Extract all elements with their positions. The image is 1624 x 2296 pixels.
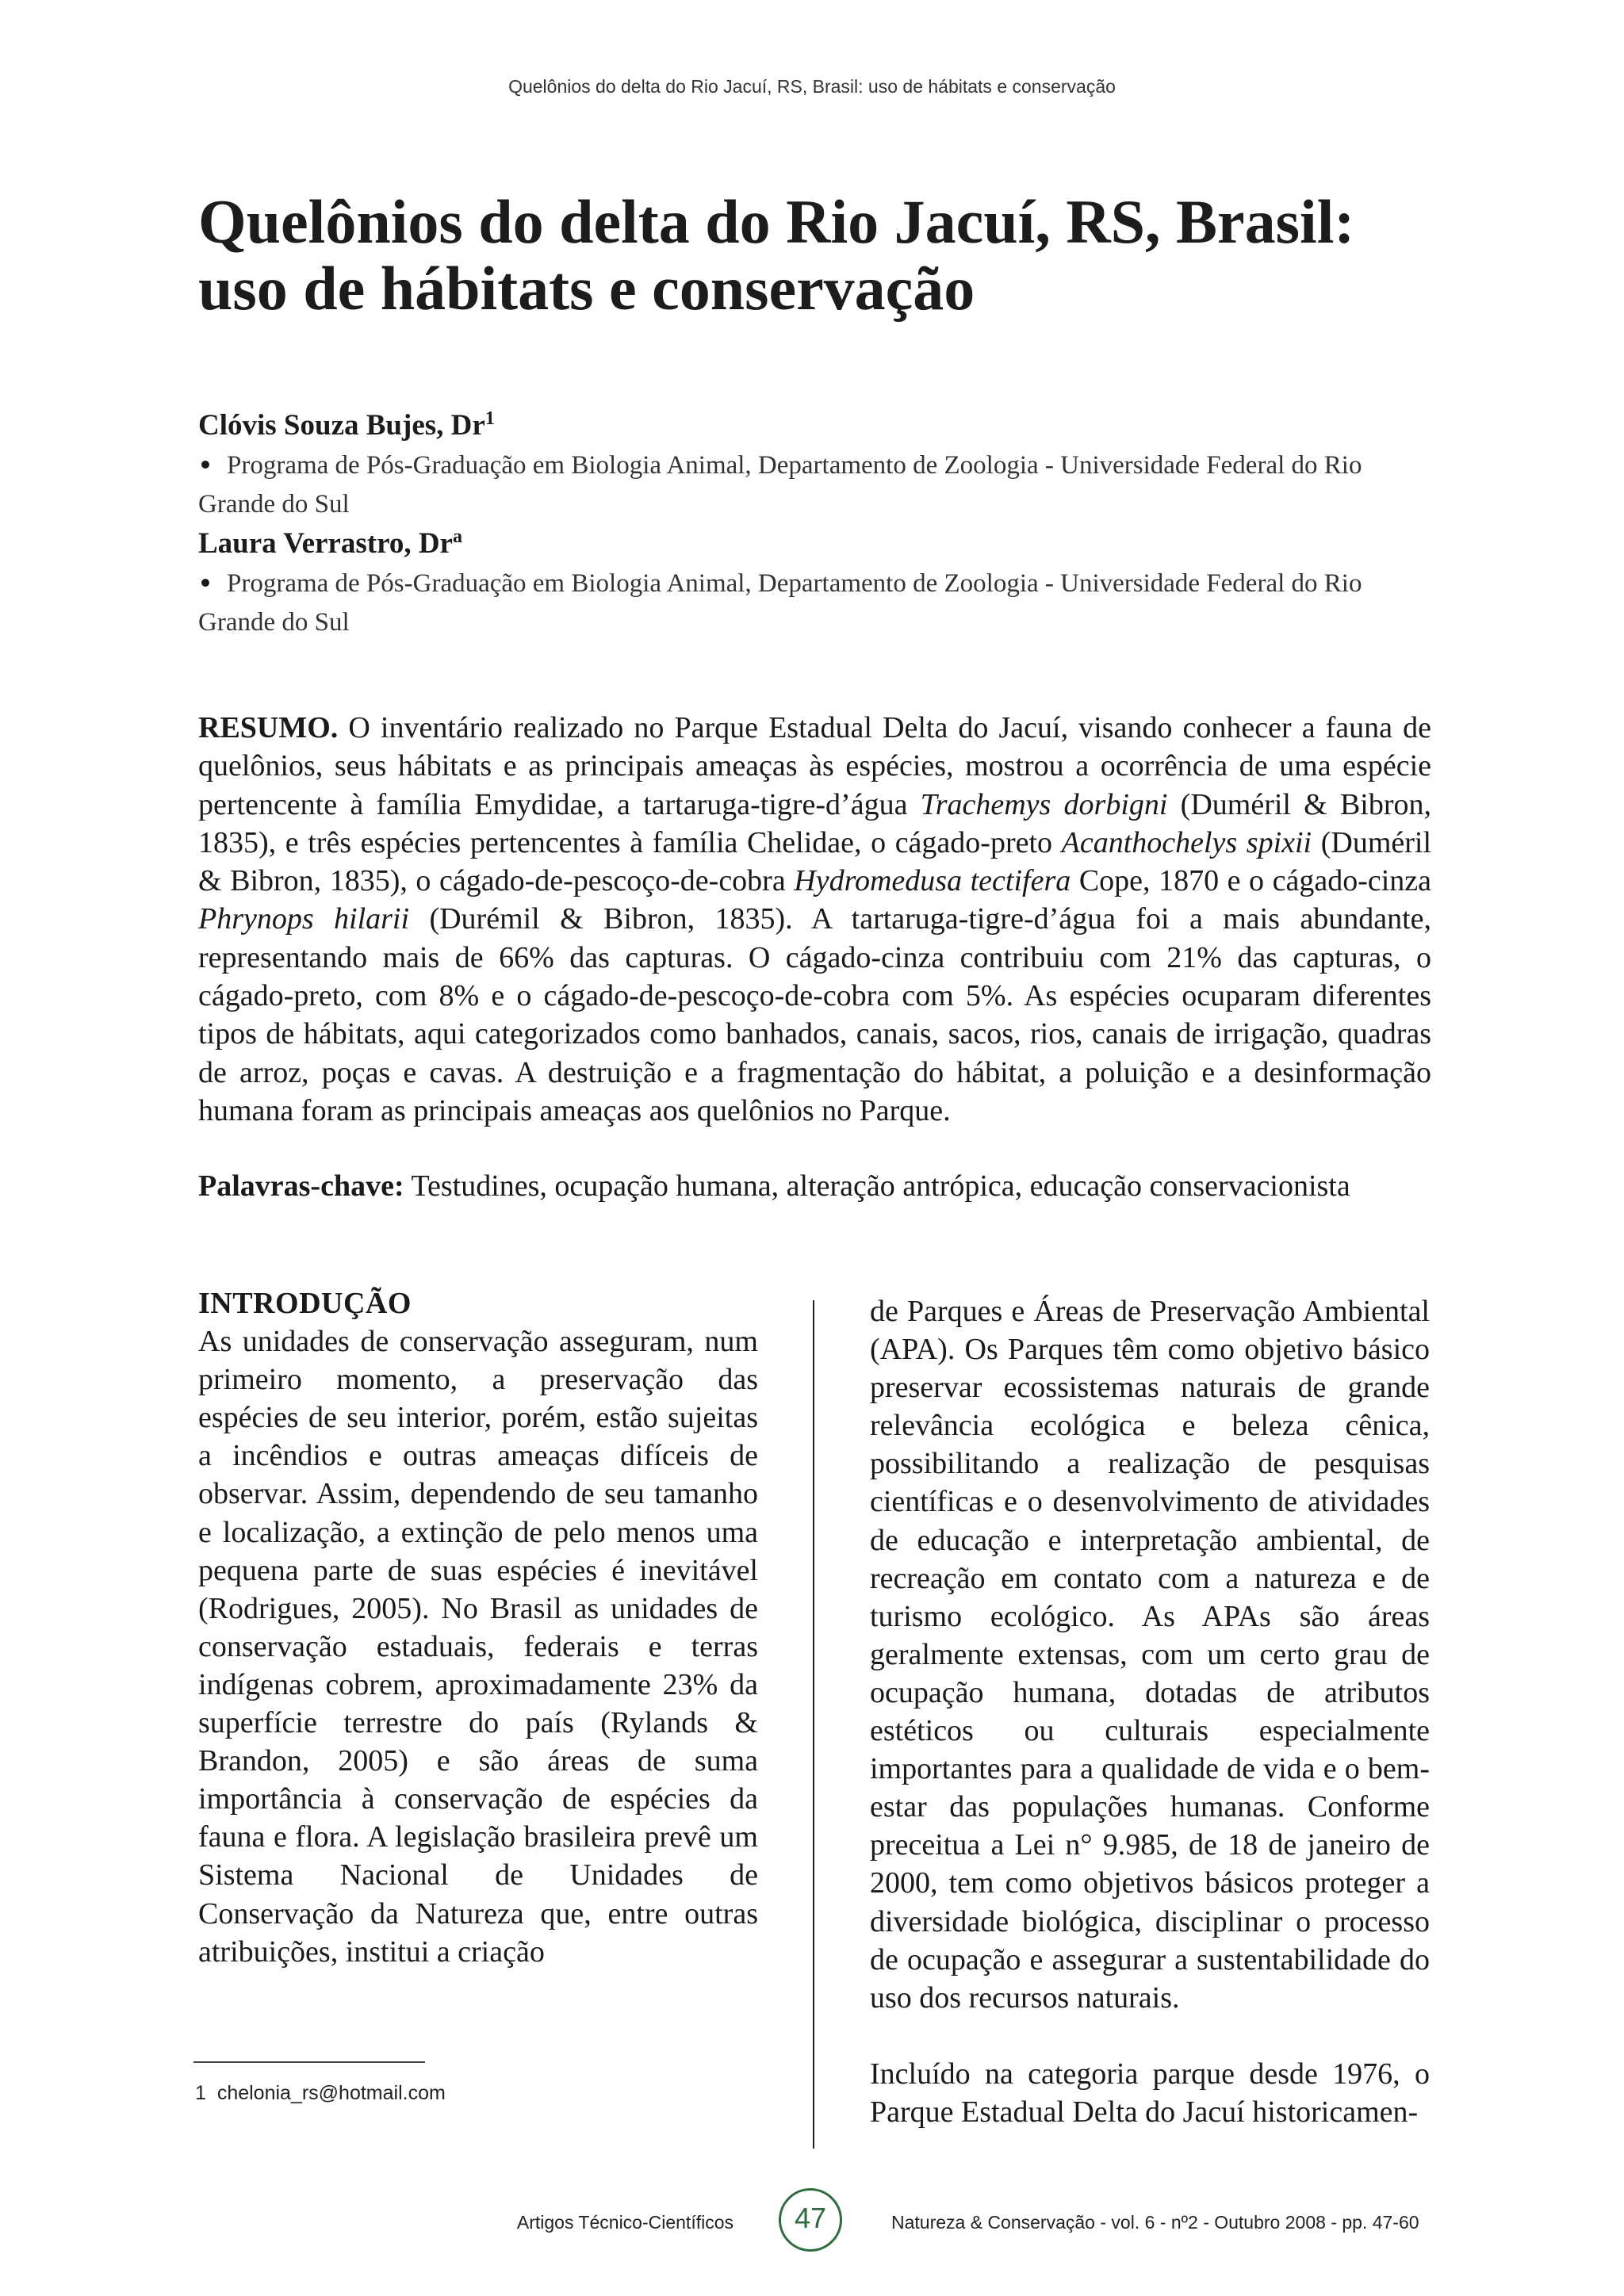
author-2 [198, 524, 1435, 564]
paragraph: As unidades de conservação asseguram, num primeiro momento, a preservação das espécies de seu interior, porém, estão sujeitas a incêndios e outras ameaças difíceis de observar. Assim, dependendo de seu tamanho e localização, a extinção de pelo menos uma pequena parte de suas espécies é inevitável (Rodrigues, 2005). No Brasil as unidades de conservação estaduais, federais e terras indígenas cobrem, aproximadamente 23% da superfície terrestre do país (Rylands & Brandon, 2005) e são áreas de suma importância à conservação de espécies da fauna e flora. A legislação brasileira prevê um Sistema Nacional de Unidades de Conservação da Natureza que, entre outras atribuições, institui a criação [198, 1325, 758, 1969]
running-head: Quelônios do delta do Rio Jacuí, RS, Brasil: uso de hábitats e conservação [508, 76, 1116, 97]
footnote [195, 2082, 446, 2105]
footnote-email: chelonia_rs@hotmail.com [216, 2082, 446, 2104]
paragraph: Incluído na categoria parque desde 1976, o Parque Estadual Delta do Jacuí historicamen- [870, 2057, 1430, 2129]
section-heading-introduction: INTRODUÇÃO [198, 1287, 412, 1320]
article-title [198, 189, 1546, 322]
footnote-rule [193, 2061, 425, 2063]
species-name: Trachemys dorbigni [920, 787, 1168, 821]
author-1-name: Clóvis Souza Bujes, Dr [198, 409, 485, 442]
footnote-marker: 1 [195, 2082, 206, 2104]
author-2-affiliation: Programa de Pós-Graduação em Biologia Animal, Departamento de Zoologia - Universidade Federal do Rio Grande do Sul [198, 569, 1362, 637]
author-2-superscript: a [452, 526, 462, 547]
title-line-1: Quelônios do delta do Rio Jacuí, RS, Brasil: [198, 187, 1355, 256]
species-name: Phrynops hilarii [198, 902, 410, 936]
footer-section-label: Artigos Técnico-Científicos [516, 2212, 733, 2233]
keywords-text: Testudines, ocupação humana, alteração antrópica, educação conservacionista [411, 1169, 1350, 1203]
abstract: RESUMO. O inventário realizado no Parque Estadual Delta do Jacuí, visando conhecer a fauna de quelônios, seus hábitats e as principais ameaças às espécies, mostrou a ocorrência de uma espécie pertencente à família Emydidae, a tartaruga-tigre-d’água Trachemys dorbigni (Duméril & Bibron, 1835), e três espécies pertencentes à família Chelidae, o cágado-preto Acanthochelys spixii (Duméril & Bibron, 1835), o cágado-de-pescoço-de-cobra Hydromedusa tectifera Cope, 1870 e o cágado-cinza Phrynops hilarii (Durémil & Bibron, 1835). A tartaruga-tigre-d’água foi a mais abundante, representando mais de 66% das capturas. O cágado-cinza contribuiu com 21% das capturas, o cágado-preto, com 8% e o cágado-de-pescoço-de-cobra com 5%. As espécies ocuparam diferentes tipos de hábitats, aqui categorizados como banhados, canais, sacos, rios, canais de irrigação, quadras de arroz, poças e cavas. A destruição e a fragmentação do hábitat, a poluição e a desinformação humana foram as principais ameaças aos quelônios no Parque. [198, 711, 1432, 1127]
keywords [198, 1167, 1431, 1205]
footer-journal-citation: Natureza & Conservação - vol. 6 - nº2 - Outubro 2008 - pp. 47-60 [891, 2212, 1419, 2233]
author-block [198, 406, 1435, 642]
paragraph: de Parques e Áreas de Preservação Ambiental (APA). Os Parques têm como objetivo básico preservar ecossistemas naturais de grande relevância ecológica e beleza cênica, possibilitando a realização de pesquisas científicas e o desenvolvimento de atividades de educação e interpretação ambiental, de recreação em contato com a natureza e de turismo ecológico. As APAs são áreas geralmente extensas, com um certo grau de ocupação humana, dotadas de atributos estéticos ou culturais especialmente importantes para a qualidade de vida e o bem-estar das populações humanas. Conforme preceitua a Lei n° 9.985, de 18 de janeiro de 2000, tem como objetivos básicos proteger a diversidade biológica, disciplinar o processo de ocupação e assegurar a sustentabilidade do uso dos recursos naturais. [870, 1295, 1430, 2015]
title-line-2: uso de hábitats e conservação [198, 254, 975, 323]
left-column [198, 1284, 758, 1971]
page-number: 47 [794, 2202, 827, 2234]
species-name: Hydromedusa tectifera [794, 864, 1071, 898]
species-name: Acanthochelys spixii [1061, 825, 1312, 859]
column-divider [813, 1300, 814, 2149]
right-column [870, 1292, 1430, 2131]
bullet-icon [201, 579, 209, 587]
bullet-icon [201, 461, 209, 469]
author-1-affiliation: Programa de Pós-Graduação em Biologia Animal, Departamento de Zoologia - Universidade Federal do Rio Grande do Sul [198, 451, 1362, 519]
author-1-footnote-marker: 1 [485, 408, 495, 429]
author-1 [198, 406, 1435, 446]
abstract-label: RESUMO. [198, 711, 339, 744]
author-2-name: Laura Verrastro, Dr [198, 527, 453, 560]
keywords-label: Palavras-chave: [198, 1169, 404, 1203]
